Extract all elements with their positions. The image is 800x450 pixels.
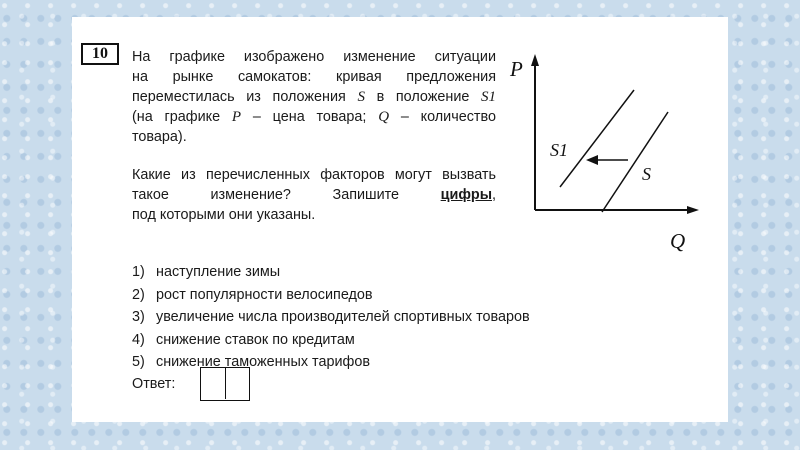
curve-s1 [560, 90, 634, 187]
var-q: Q [378, 109, 390, 125]
emphasis-digits: цифры [440, 187, 492, 203]
para1-line-5: товара). [132, 129, 187, 145]
var-s: S [357, 89, 365, 105]
question-line-1: Какие из перечисленных факторов могут вызвать [132, 167, 496, 183]
slide-page [72, 17, 728, 422]
para1-line-3: переместилась из положения S в положение S1 [132, 89, 496, 105]
option-5: 5) снижение таможенных тарифов [132, 354, 370, 370]
shift-arrow-icon [586, 155, 598, 165]
answer-label: Ответ: [132, 376, 176, 392]
task-question [132, 165, 496, 225]
option-4: 4) снижение ставок по кредитам [132, 331, 355, 348]
option-3: 3) увеличение числа производителей спортивных товаров [132, 309, 530, 325]
options-list [132, 261, 612, 374]
supply-shift-graph [510, 52, 722, 253]
para1-line-2: на рынке самокатов: кривая предложения [132, 69, 496, 85]
var-s1: S1 [481, 89, 496, 105]
para1-line-4: (на графике P – цена товара; Q – количество [132, 109, 496, 125]
q-axis-label: Q [670, 229, 686, 253]
option-2: 2) рост популярности велосипедов [132, 286, 373, 303]
task-number: 10 [81, 43, 119, 65]
p-axis-arrow [531, 54, 539, 66]
question-line-3: под которыми они указаны. [132, 207, 316, 223]
var-p: P [231, 109, 242, 125]
curve-s [602, 112, 668, 212]
answer-cell-2[interactable] [226, 368, 250, 399]
para1-line-1: На графике изображено изменение ситуации [132, 49, 496, 65]
q-axis-arrow [687, 206, 699, 214]
option-1: 1) наступление зимы [132, 264, 281, 280]
p-axis-label: P [510, 57, 523, 81]
s-label: S [642, 164, 651, 184]
answer-cell-1[interactable] [201, 368, 226, 399]
question-line-2: такое изменение? Запишите цифры, [132, 187, 496, 203]
task-paragraph-1 [132, 47, 496, 147]
s1-label: S1 [550, 140, 568, 160]
answer-input[interactable] [200, 367, 250, 401]
